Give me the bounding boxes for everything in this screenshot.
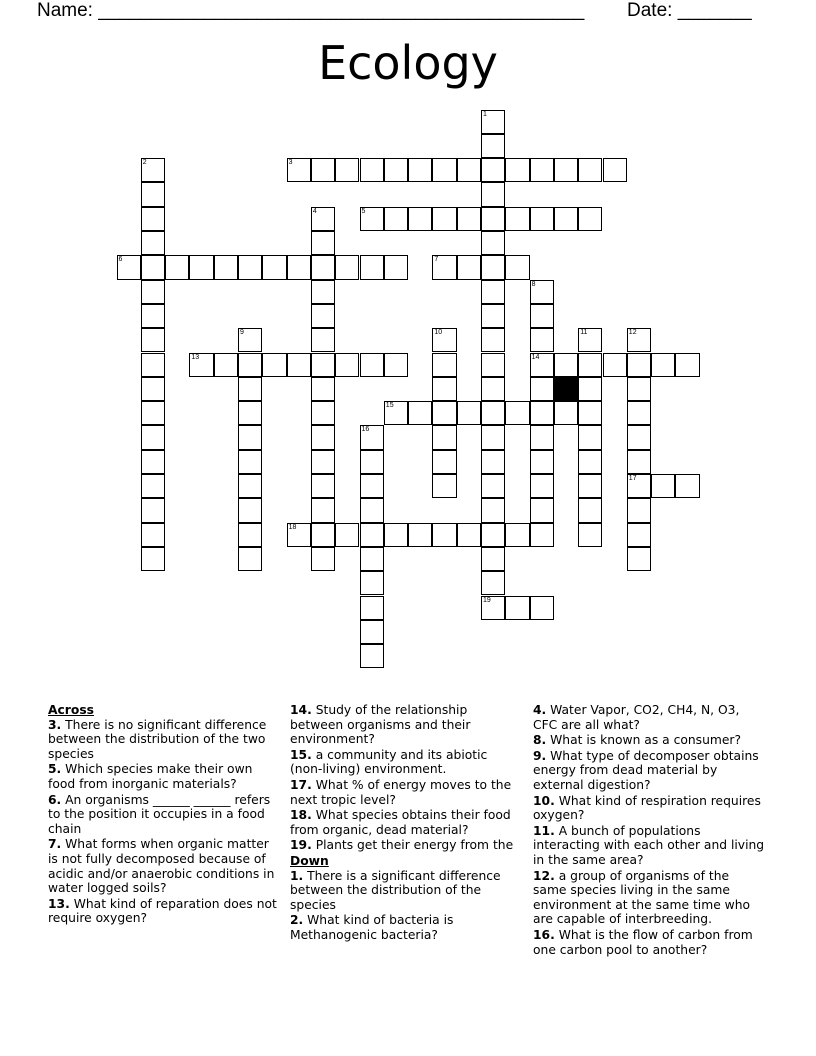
- grid-cell[interactable]: [360, 596, 384, 620]
- date-label: Date:: [627, 0, 678, 21]
- grid-cell[interactable]: [311, 158, 335, 182]
- grid-cell[interactable]: [311, 280, 335, 304]
- grid-cell[interactable]: [481, 474, 505, 498]
- grid-cell[interactable]: [481, 353, 505, 377]
- clue-number-label: 6: [118, 256, 123, 264]
- clue: [533, 749, 765, 793]
- clue-number: 11.: [533, 823, 555, 838]
- grid-cell[interactable]: [530, 304, 554, 328]
- clue-number: 10.: [533, 793, 555, 808]
- grid-cell[interactable]: [238, 523, 262, 547]
- grid-cell[interactable]: [481, 158, 505, 182]
- clue-number: 5.: [48, 762, 62, 777]
- grid-cell[interactable]: [262, 255, 286, 279]
- grid-cell[interactable]: [505, 158, 529, 182]
- date-blank[interactable]: _______: [677, 0, 752, 21]
- grid-cell[interactable]: [481, 425, 505, 449]
- grid-cell[interactable]: [554, 207, 578, 231]
- grid-cell[interactable]: [432, 523, 456, 547]
- grid-cell[interactable]: [432, 353, 456, 377]
- grid-cell[interactable]: [141, 231, 165, 255]
- grid-cell[interactable]: [481, 110, 505, 134]
- grid-cell[interactable]: [165, 255, 189, 279]
- grid-cell[interactable]: [481, 377, 505, 401]
- grid-cell[interactable]: [432, 450, 456, 474]
- grid-cell[interactable]: [481, 401, 505, 425]
- clue-text: What kind of respiration requires oxygen?: [533, 793, 761, 823]
- grid-cell[interactable]: [432, 474, 456, 498]
- grid-cell[interactable]: [335, 353, 359, 377]
- grid-cell[interactable]: [238, 425, 262, 449]
- name-blank[interactable]: ______________________________________________: [98, 0, 585, 21]
- grid-cell[interactable]: [578, 401, 602, 425]
- grid-cell[interactable]: [432, 401, 456, 425]
- grid-cell[interactable]: [603, 158, 627, 182]
- clue-number: 6.: [48, 792, 62, 807]
- grid-cell[interactable]: [627, 450, 651, 474]
- grid-cell[interactable]: [578, 158, 602, 182]
- grid-cell[interactable]: [360, 620, 384, 644]
- grid-cell[interactable]: [578, 425, 602, 449]
- clue: [290, 869, 522, 913]
- clues-column-2: [290, 703, 522, 944]
- grid-cell[interactable]: [481, 231, 505, 255]
- clue-text: What species obtains their food from organic, dead material?: [290, 808, 511, 837]
- clue-number-label: 8: [531, 280, 536, 288]
- grid-cell[interactable]: [627, 377, 651, 401]
- grid-cell[interactable]: [360, 474, 384, 498]
- grid-cell[interactable]: [311, 425, 335, 449]
- grid-cell[interactable]: [554, 401, 578, 425]
- grid-cell[interactable]: [554, 158, 578, 182]
- grid-cell[interactable]: [481, 523, 505, 547]
- clue-number-label: 19: [483, 596, 491, 604]
- grid-cell[interactable]: [481, 304, 505, 328]
- clue-number: 17.: [290, 777, 312, 792]
- grid-cell[interactable]: [238, 353, 262, 377]
- clue-number-label: 7: [434, 256, 439, 264]
- clue-text: What is the flow of carbon from one carbon pool to another?: [533, 927, 753, 957]
- across-heading: Across: [48, 703, 94, 717]
- clue-number-label: 16: [361, 426, 370, 434]
- grid-cell[interactable]: [311, 328, 335, 352]
- grid-cell[interactable]: [311, 207, 335, 231]
- clue-number: 13.: [48, 896, 70, 911]
- grid-cell[interactable]: [238, 255, 262, 279]
- grid-cell[interactable]: [214, 353, 238, 377]
- clue-number-label: 15: [385, 402, 394, 410]
- grid-cell[interactable]: [627, 547, 651, 571]
- clue-number: 2.: [290, 913, 304, 928]
- grid-cell[interactable]: [530, 353, 554, 377]
- grid-cell[interactable]: [360, 207, 384, 231]
- grid-cell[interactable]: [481, 255, 505, 279]
- grid-cell[interactable]: [141, 401, 165, 425]
- grid-cell[interactable]: [457, 158, 481, 182]
- clue: [533, 869, 765, 927]
- clue: [290, 748, 522, 777]
- grid-cell[interactable]: [457, 207, 481, 231]
- clue: [290, 778, 522, 807]
- grid-cell[interactable]: [311, 377, 335, 401]
- grid-cell[interactable]: [530, 596, 554, 620]
- grid-cell[interactable]: [189, 255, 213, 279]
- grid-cell[interactable]: [408, 523, 432, 547]
- grid-cell[interactable]: [432, 158, 456, 182]
- grid-cell[interactable]: [578, 523, 602, 547]
- clue: [533, 928, 765, 957]
- grid-cell[interactable]: [117, 255, 141, 279]
- down-heading: Down: [290, 853, 329, 868]
- clue: [48, 837, 280, 895]
- grid-cell[interactable]: [360, 644, 384, 668]
- clue: [48, 762, 280, 791]
- grid-cell[interactable]: [360, 571, 384, 595]
- grid-cell[interactable]: [481, 571, 505, 595]
- grid-cell[interactable]: [578, 353, 602, 377]
- grid-cell[interactable]: [141, 280, 165, 304]
- grid-cell[interactable]: [384, 401, 408, 425]
- grid-cell[interactable]: [384, 255, 408, 279]
- grid-cell[interactable]: [238, 401, 262, 425]
- grid-cell[interactable]: [457, 523, 481, 547]
- date-field[interactable]: [627, 0, 752, 22]
- grid-cell[interactable]: [360, 158, 384, 182]
- grid-cell[interactable]: [578, 377, 602, 401]
- grid-cell[interactable]: [505, 207, 529, 231]
- grid-cell[interactable]: [505, 523, 529, 547]
- clue-number-label: 17: [628, 475, 637, 482]
- grid-cell[interactable]: [578, 328, 602, 352]
- clue-number-label: 18: [288, 523, 297, 531]
- clue-text: What is known as a consumer?: [546, 733, 741, 748]
- clue: [533, 733, 765, 748]
- grid-cell[interactable]: [141, 425, 165, 449]
- grid-cell[interactable]: [627, 353, 651, 377]
- grid-cell[interactable]: [481, 596, 505, 620]
- grid-cell[interactable]: [432, 255, 456, 279]
- black-cell: [554, 377, 578, 401]
- grid-cell[interactable]: [481, 207, 505, 231]
- grid-cell[interactable]: [457, 401, 481, 425]
- grid-cell[interactable]: [530, 158, 554, 182]
- grid-cell[interactable]: [238, 377, 262, 401]
- grid-cell[interactable]: [360, 450, 384, 474]
- grid-cell[interactable]: [505, 255, 529, 279]
- grid-cell[interactable]: [311, 353, 335, 377]
- grid-cell[interactable]: [335, 255, 359, 279]
- grid-cell[interactable]: [141, 182, 165, 206]
- name-field[interactable]: [37, 0, 584, 22]
- clue-text: Water Vapor, CO2, CH4, N, O3, CFC are all what?: [533, 703, 740, 732]
- grid-cell[interactable]: [360, 425, 384, 449]
- grid-cell[interactable]: [141, 328, 165, 352]
- grid-cell[interactable]: [408, 207, 432, 231]
- clue-text: What forms when organic matter is not fully decomposed because of acidic and/or anaerobic conditions in water logged soils?: [48, 837, 275, 896]
- grid-cell[interactable]: [238, 474, 262, 498]
- clue: [290, 703, 522, 747]
- grid-cell[interactable]: [505, 596, 529, 620]
- grid-cell[interactable]: [530, 474, 554, 498]
- clue-text: What type of decomposer obtains energy from dead material by external digestion?: [533, 748, 759, 792]
- grid-cell[interactable]: [141, 377, 165, 401]
- clue-text: What % of energy moves to the next tropic level?: [290, 777, 512, 807]
- clue-text: What kind of bacteria is Methanogenic bacteria?: [290, 913, 454, 942]
- clue-number-label: 1: [483, 110, 487, 118]
- grid-cell[interactable]: [360, 353, 384, 377]
- grid-cell[interactable]: [554, 353, 578, 377]
- grid-cell[interactable]: [530, 523, 554, 547]
- grid-cell[interactable]: [651, 474, 675, 498]
- clue: [48, 793, 280, 837]
- grid-cell[interactable]: [262, 353, 286, 377]
- grid-cell[interactable]: [408, 401, 432, 425]
- clue-text: Plants get their energy from the: [311, 838, 514, 853]
- clue-number: 4.: [533, 703, 547, 717]
- clue-number-label: 10: [434, 329, 443, 337]
- grid-cell[interactable]: [141, 450, 165, 474]
- clue-number-label: 4: [312, 207, 317, 215]
- clue-number-label: 14: [531, 353, 540, 361]
- grid-cell[interactable]: [651, 353, 675, 377]
- grid-cell[interactable]: [311, 401, 335, 425]
- grid-cell[interactable]: [311, 450, 335, 474]
- grid-cell[interactable]: [238, 547, 262, 571]
- grid-cell[interactable]: [189, 353, 213, 377]
- grid-cell[interactable]: [384, 523, 408, 547]
- grid-cell[interactable]: [675, 474, 699, 498]
- grid-cell[interactable]: [360, 547, 384, 571]
- grid-cell[interactable]: [311, 523, 335, 547]
- grid-cell[interactable]: [505, 401, 529, 425]
- grid-cell[interactable]: [578, 474, 602, 498]
- grid-cell[interactable]: [675, 353, 699, 377]
- grid-cell[interactable]: [578, 498, 602, 522]
- grid-cell[interactable]: [287, 158, 311, 182]
- grid-cell[interactable]: [311, 304, 335, 328]
- grid-cell[interactable]: [141, 353, 165, 377]
- clue-text: A bunch of populations interacting with each other and living in the same area?: [533, 823, 765, 867]
- grid-cell[interactable]: [603, 353, 627, 377]
- clues-column-3: [533, 703, 765, 958]
- clue-text: a group of organisms of the same species living in the same environment at the same time who are capable of interbreeding.: [533, 868, 751, 927]
- grid-cell[interactable]: [627, 328, 651, 352]
- grid-cell[interactable]: [627, 498, 651, 522]
- clues-column-1: [48, 703, 280, 927]
- grid-cell[interactable]: [530, 450, 554, 474]
- grid-cell[interactable]: [481, 498, 505, 522]
- clue-number-label: 12: [628, 329, 637, 337]
- page-title: Ecology: [318, 36, 498, 90]
- grid-cell[interactable]: [627, 474, 651, 498]
- grid-cell[interactable]: [238, 328, 262, 352]
- grid-cell[interactable]: [627, 401, 651, 425]
- grid-cell[interactable]: [287, 353, 311, 377]
- clue-number-label: 2: [142, 159, 147, 167]
- grid-cell[interactable]: [141, 547, 165, 571]
- grid-cell[interactable]: [287, 255, 311, 279]
- clue: [290, 838, 522, 853]
- grid-cell[interactable]: [578, 207, 602, 231]
- grid-cell[interactable]: [481, 547, 505, 571]
- clue-number: 12.: [533, 868, 555, 883]
- grid-cell[interactable]: [530, 401, 554, 425]
- grid-cell[interactable]: [360, 523, 384, 547]
- grid-cell[interactable]: [141, 255, 165, 279]
- clue: [290, 808, 522, 837]
- clue-number: 1.: [290, 868, 304, 883]
- grid-cell[interactable]: [457, 255, 481, 279]
- clue-number: 9.: [533, 748, 547, 763]
- grid-cell[interactable]: [530, 425, 554, 449]
- clue-number: 15.: [290, 747, 312, 762]
- grid-cell[interactable]: [408, 158, 432, 182]
- clue-number-label: 9: [240, 329, 244, 337]
- grid-cell[interactable]: [384, 207, 408, 231]
- clue-text: Study of the relationship between organisms and their environment?: [290, 703, 471, 747]
- grid-cell[interactable]: [311, 255, 335, 279]
- grid-cell[interactable]: [141, 207, 165, 231]
- grid-cell[interactable]: [530, 207, 554, 231]
- grid-cell[interactable]: [530, 328, 554, 352]
- clue: [290, 913, 522, 942]
- grid-cell[interactable]: [214, 255, 238, 279]
- clue-number: 18.: [290, 808, 312, 823]
- grid-cell[interactable]: [335, 523, 359, 547]
- grid-cell[interactable]: [311, 498, 335, 522]
- clue-number: 16.: [533, 927, 555, 942]
- grid-cell[interactable]: [360, 255, 384, 279]
- clue-number-label: 11: [580, 329, 588, 337]
- grid-cell[interactable]: [238, 498, 262, 522]
- grid-cell[interactable]: [627, 523, 651, 547]
- grid-cell[interactable]: [311, 547, 335, 571]
- grid-cell[interactable]: [141, 304, 165, 328]
- clue-text: Which species make their own food from inorganic materials?: [48, 762, 253, 791]
- grid-cell[interactable]: [530, 377, 554, 401]
- clue-text: a community and its abiotic (non-living) environment.: [290, 747, 488, 777]
- clue-text: What kind of reparation does not require oxygen?: [48, 896, 277, 926]
- grid-cell[interactable]: [432, 377, 456, 401]
- clue: [533, 794, 765, 823]
- clue: [48, 718, 280, 762]
- grid-cell[interactable]: [141, 474, 165, 498]
- grid-cell[interactable]: [141, 158, 165, 182]
- grid-cell[interactable]: [432, 207, 456, 231]
- grid-cell[interactable]: [311, 474, 335, 498]
- grid-cell[interactable]: [481, 328, 505, 352]
- clue-number: 7.: [48, 837, 62, 852]
- grid-cell[interactable]: [627, 425, 651, 449]
- clue: [48, 897, 280, 926]
- grid-cell[interactable]: [432, 425, 456, 449]
- clue-number-label: 13: [191, 353, 200, 361]
- grid-cell[interactable]: [360, 498, 384, 522]
- grid-cell[interactable]: [481, 280, 505, 304]
- clue-text: There is a significant difference between the distribution of the species: [290, 868, 501, 912]
- name-label: Name:: [37, 0, 99, 21]
- clue-text: There is no significant difference between the distribution of the two species: [48, 717, 267, 761]
- grid-cell[interactable]: [481, 134, 505, 158]
- grid-cell[interactable]: [530, 280, 554, 304]
- grid-cell[interactable]: [432, 328, 456, 352]
- grid-cell[interactable]: [238, 450, 262, 474]
- grid-cell[interactable]: [311, 231, 335, 255]
- clue-text: An organisms ______ ______ refers to the position it occupies in a food chain: [48, 792, 271, 836]
- grid-cell[interactable]: [384, 353, 408, 377]
- grid-cell[interactable]: [481, 450, 505, 474]
- clue: [533, 703, 765, 732]
- clue-number: 19.: [290, 838, 312, 853]
- grid-cell[interactable]: [578, 450, 602, 474]
- grid-cell[interactable]: [384, 158, 408, 182]
- clue-number-label: 3: [288, 159, 293, 167]
- grid-cell[interactable]: [335, 158, 359, 182]
- grid-cell[interactable]: [141, 498, 165, 522]
- clue-number-label: 5: [361, 207, 366, 215]
- grid-cell[interactable]: [287, 523, 311, 547]
- grid-cell[interactable]: [481, 182, 505, 206]
- clue: [533, 824, 765, 868]
- clue-number: 14.: [290, 703, 312, 717]
- grid-cell[interactable]: [141, 523, 165, 547]
- clue-number: 8.: [533, 733, 547, 748]
- clue-number: 3.: [48, 717, 62, 732]
- grid-cell[interactable]: [530, 498, 554, 522]
